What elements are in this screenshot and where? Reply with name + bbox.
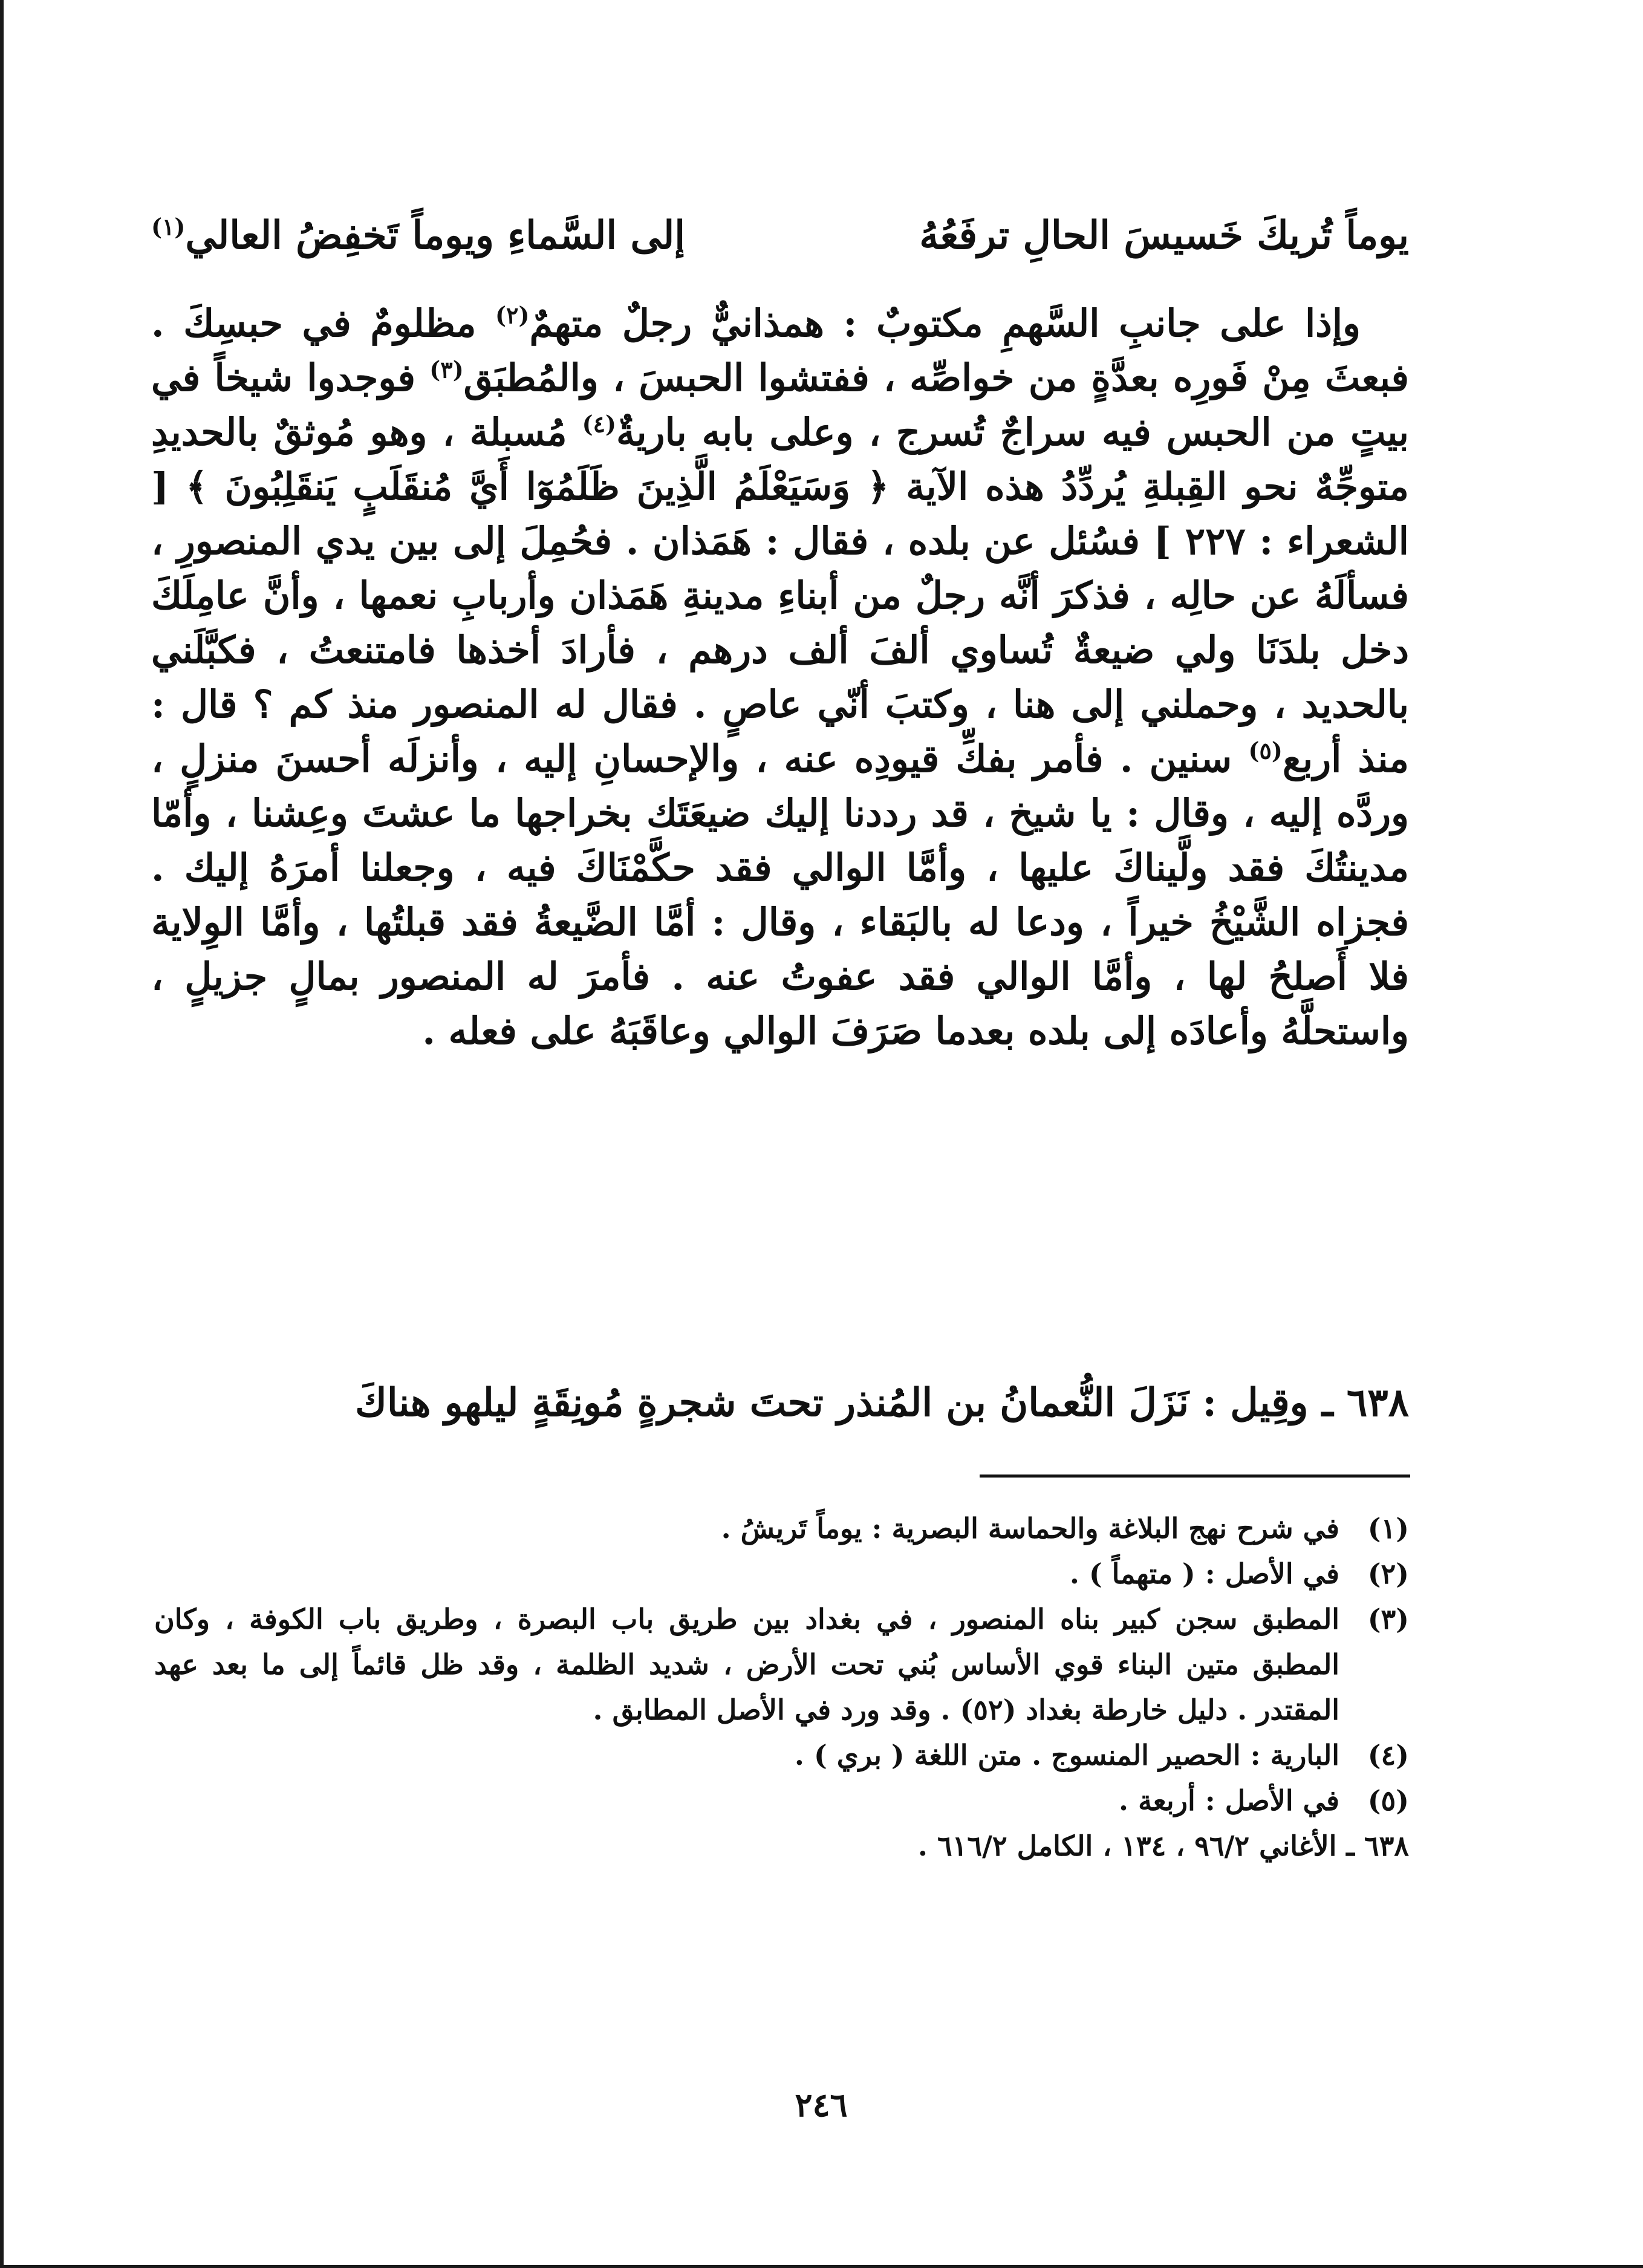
footnote-ref-4: (٤): [582, 410, 617, 438]
verse-first-hemistich: [919, 194, 1409, 278]
footnote-text: في الأصل : ( متهماً ) .: [1069, 1557, 1339, 1590]
paragraph-seg-1: وإذا على جانبِ السَّهمِ مكتوبٌ : همذانيٌّ رجلٌ متهمٌ: [529, 301, 1361, 345]
paragraph-seg-2: مظلومٌ في حبسِكَ . فبعثَ مِنْ فَورِه بعدَّةٍ من خواصِّه ، ففتشوا الحبسَ ، والمُطبَق: [151, 301, 1410, 400]
narrative-paragraph: [151, 296, 1409, 1058]
scan-edge-left: [0, 0, 4, 2268]
source-note: ٦٣٨ ـ الأغاني ٩٦/٢ ، ١٣٤ ، الكامل ٦١٦/٢ .: [917, 1830, 1409, 1862]
footnote-item: [154, 1597, 1409, 1733]
footnote-ref-2: (٢): [495, 301, 530, 329]
footnote-text: المطبق سجن كبير بناه المنصور ، في بغداد بين طريق باب البصرة ، وطريق باب الكوفة ، وكان المطبق متين البناء قوي الأساس بُني تحت الأرض ، شديد الظلمة ، وقد ظل قائماً إلى ما بعد عهد المقتدر . دليل خارطة بغداد (٥٢) . وقد ورد في الأصل المطابق .: [154, 1603, 1339, 1726]
paragraph-seg-4: مُسبلة ، وهو مُوثقٌ بالحديدِ متوجِّهٌ نحو القِبلةِ يُردِّدُ هذه الآية ﴿ وَسَيَعْلَمُ الَّذِينَ ظَلَمُوٓا أَيَّ مُنقَلَبٍ يَنقَلِبُونَ ﴾ [ الشعراء : ٢٢٧ ] فسُئل عن بلده ، فقال : هَمَذان . فحُمِلَ إلى بين يدي المنصورِ ، فسألَهُ عن حالِه ، فذكرَ أنَّه رجلٌ من أبناءِ مدينةِ هَمَذان وأربابِ نعمها ، وأنَّ عامِلَكَ دخل بلدَنَا ولي ضيعةٌ تُساوي ألفَ ألف درهم ، فأرادَ أخذها فامتنعتُ ، فكبَّلَني بالحديد ، وحملني إلى هنا ، وكتبَ أنّي عاصٍ . فقال له المنصور منذ كم ؟ قال : منذ أربع: [151, 410, 1410, 781]
verse-first-hemistich-text: يوماً تُريكَ خَسيسَ الحالِ ترفَعُهُ: [919, 213, 1409, 258]
footnote-text: البارية : الحصير المنسوج . متن اللغة ( بري ) .: [794, 1739, 1339, 1771]
poem-verse: [151, 194, 1409, 278]
paragraph-seg-3: فوجدوا شيخاً في بيتٍ من الحبس فيه سراجٌ تُسرج ، وعلى بابه باريةٌ: [151, 356, 1409, 454]
paragraph-seg-5: سنين . فأمر بفكِّ قيودِه عنه ، والإحسانِ إليه ، وأنزلَه أحسنَ منزلٍ ، وردَّه إليه ، وقال : يا شيخ ، قد رددنا إليك ضيعَتَك بخراجها ما عشتَ وعِشنا ، وأمّا مدينتُكَ فقد ولَّيناكَ عليها ، وأمَّا الوالي فقد حكَّمْنَاكَ فيه ، وجعلنا أمرَهُ إليك . فجزاه الشَّيْخُ خيراً ، ودعا له بالبَقاء ، وقال : أمَّا الضَّيعةُ فقد قبلتُها ، وأمَّا الوِلاية فلا أَصلحُ لها ، وأمَّا الوالي فقد عفوتُ عنه . فأمرَ له المنصور بمالٍ جزيلٍ ، واستحلَّهُ وأعادَه إلى بلده بعدما صَرَفَ الوالي وعاقَبَهُ على فعله .: [151, 737, 1409, 1053]
footnote-ref-5: (٥): [1248, 737, 1283, 764]
verse-second-hemistich-text: إلى السَّماءِ ويوماً تَخفِضُ العالي: [185, 213, 686, 258]
footnote-number: (١): [1367, 1512, 1409, 1545]
verse-second-hemistich: [151, 194, 685, 278]
footnote-ref-1: (١): [151, 213, 186, 241]
footnote-item: [154, 1551, 1409, 1597]
footnote-item: [154, 1733, 1409, 1778]
footnote-number: (٥): [1367, 1784, 1409, 1817]
footnote-number: (٣): [1367, 1603, 1409, 1635]
footnote-divider: [980, 1475, 1410, 1478]
footnote-number: (٤): [1367, 1739, 1409, 1771]
item-638-heading: ٦٣٨ ـ وقِيل : نَزَلَ النُّعمانُ بن المُنذر تحتَ شجرةٍ مُونِقَةٍ ليلهو هناكَ: [355, 1380, 1409, 1426]
footnote-text: في شرح نهج البلاغة والحماسة البصرية : يوماً تَريشُ .: [721, 1512, 1339, 1545]
footnote-item: [154, 1778, 1409, 1823]
footnote-ref-3: (٣): [429, 356, 464, 383]
footnote-text: في الأصل : أربعة .: [1119, 1784, 1339, 1817]
footnote-number: (٢): [1367, 1557, 1409, 1590]
footnotes: [154, 1506, 1409, 1869]
paragraph-text: [151, 296, 1409, 1058]
page-number: ٢٤٦: [795, 2085, 848, 2124]
scan-edge-bottom: [0, 2265, 1643, 2268]
footnote-item: [154, 1506, 1409, 1551]
